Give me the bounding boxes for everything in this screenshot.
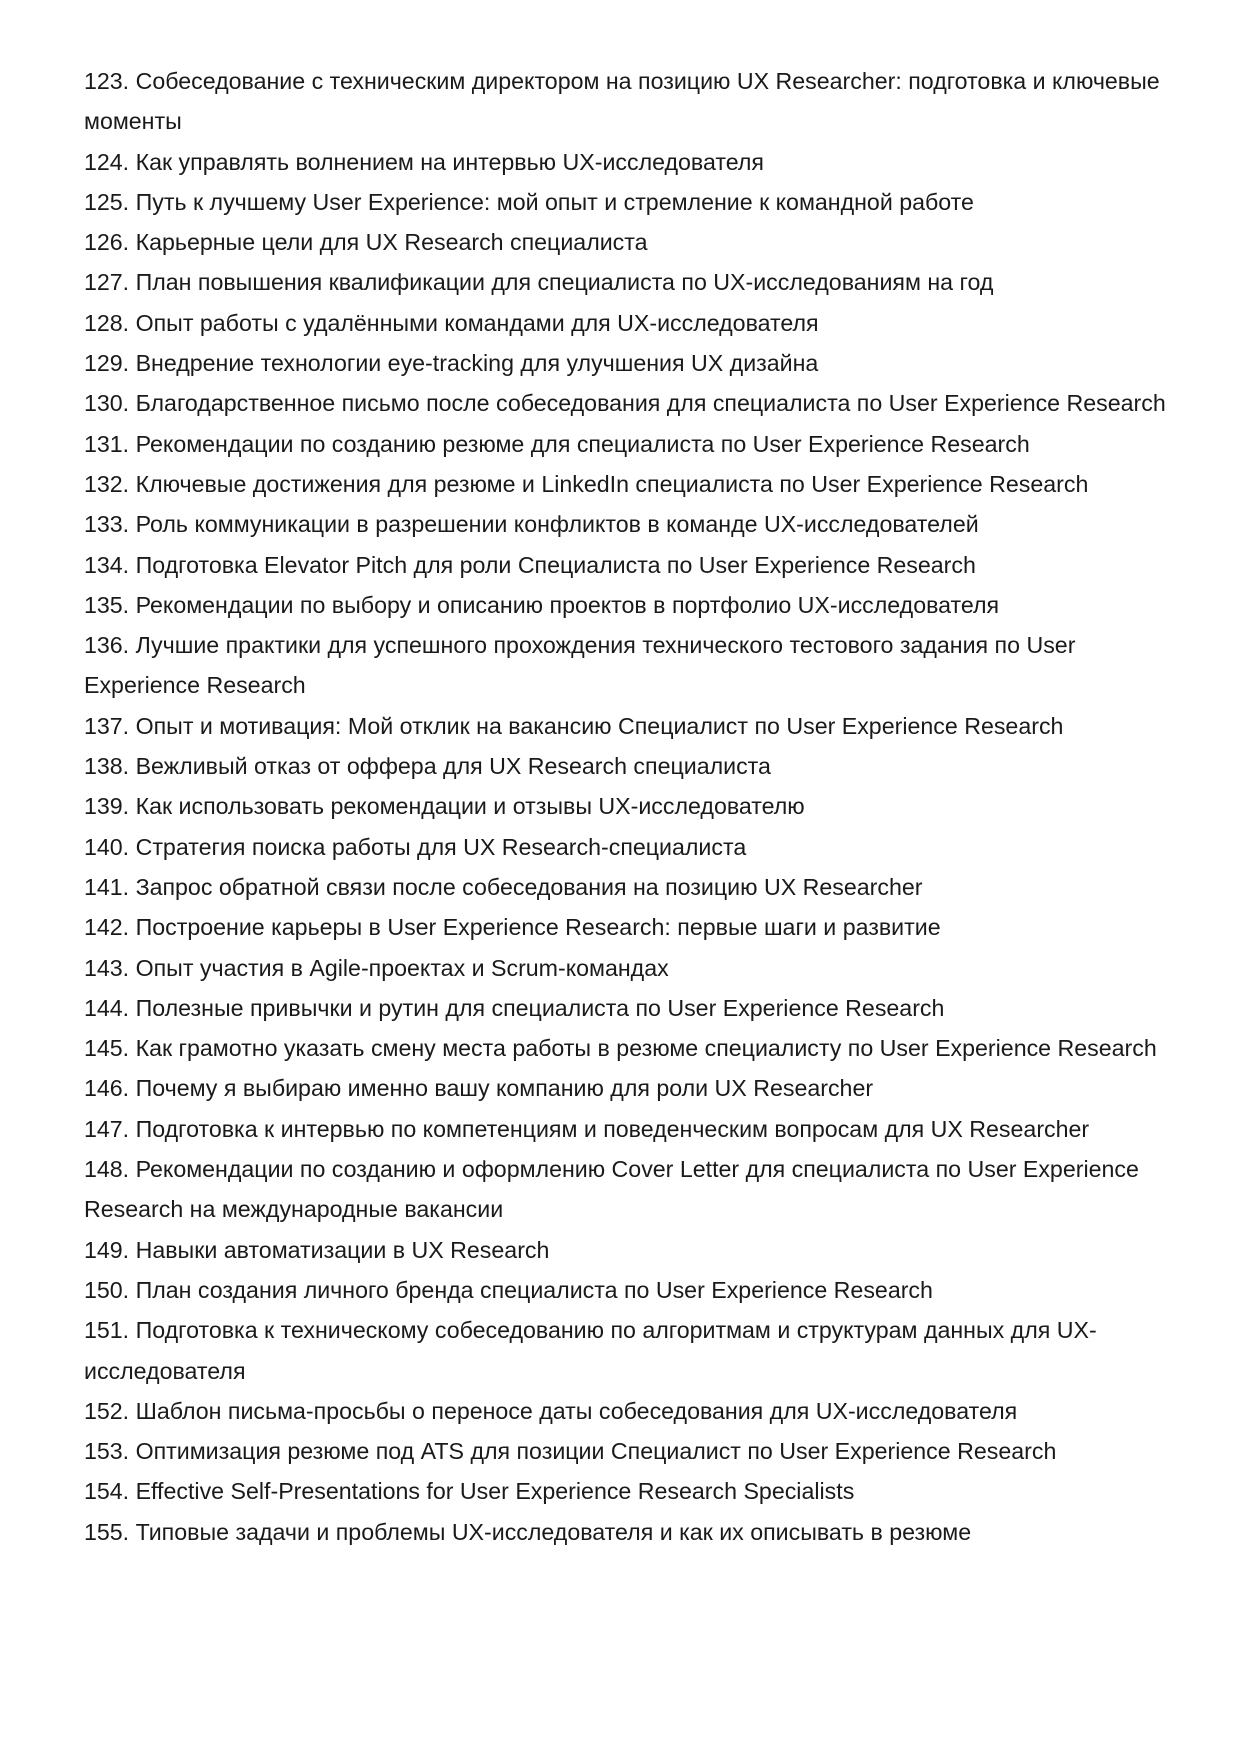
list-item: 147. Подготовка к интервью по компетенциям и поведенческим вопросам для UX Researcher — [84, 1115, 1090, 1142]
list-item: 125. Путь к лучшему User Experience: мой опыт и стремление к командной работе — [84, 188, 974, 215]
list-item: 141. Запрос обратной связи после собеседования на позицию UX Researcher — [84, 873, 923, 900]
list-item: 132. Ключевые достижения для резюме и LinkedIn специалиста по User Experience Research — [84, 470, 1089, 497]
list-item: 136. Лучшие практики для успешного прохождения технического тестового задания по User Experience Research — [84, 632, 1076, 699]
list-item: 150. План создания личного бренда специалиста по User Experience Research — [84, 1276, 933, 1303]
list-item: 135. Рекомендации по выбору и описанию проектов в портфолио UX-исследователя — [84, 591, 1000, 618]
list-item: 143. Опыт участия в Agile-проектах и Scrum-командах — [84, 954, 669, 981]
list-item: 151. Подготовка к техническому собеседованию по алгоритмам и структурам данных для UX-исследователя — [84, 1317, 1097, 1384]
list-item: 133. Роль коммуникации в разрешении конфликтов в команде UX-исследователей — [84, 511, 979, 538]
list-item: 123. Собеседование с техническим директором на позицию UX Researcher: подготовка и ключевые моменты — [84, 68, 1160, 135]
list-item: 155. Типовые задачи и проблемы UX-исследователя и как их описывать в резюме — [84, 1518, 972, 1545]
list-item: 128. Опыт работы с удалёнными командами для UX-исследователя — [84, 309, 819, 336]
list-item: 126. Карьерные цели для UX Research специалиста — [84, 229, 648, 256]
list-item: 134. Подготовка Elevator Pitch для роли Специалиста по User Experience Research — [84, 551, 976, 578]
list-item: 154. Effective Self-Presentations for User Experience Research Specialists — [84, 1478, 855, 1505]
list-item: 146. Почему я выбираю именно вашу компанию для роли UX Researcher — [84, 1075, 874, 1102]
list-item: 137. Опыт и мотивация: Мой отклик на вакансию Специалист по User Experience Research — [84, 712, 1064, 739]
list-item: 145. Как грамотно указать смену места работы в резюме специалисту по User Experience Research — [84, 1035, 1157, 1062]
list-item: 130. Благодарственное письмо после собеседования для специалиста по User Experience Research — [84, 390, 1166, 417]
list-item: 127. План повышения квалификации для специалиста по UX-исследованиям на год — [84, 269, 994, 296]
list-item: 139. Как использовать рекомендации и отзывы UX-исследователю — [84, 793, 805, 820]
list-item: 153. Оптимизация резюме под ATS для позиции Специалист по User Experience Research — [84, 1438, 1057, 1465]
topic-list — [84, 61, 1179, 1552]
list-item: 144. Полезные привычки и рутин для специалиста по User Experience Research — [84, 994, 945, 1021]
list-item: 142. Построение карьеры в User Experience Research: первые шаги и развитие — [84, 914, 941, 941]
list-item: 124. Как управлять волнением на интервью UX-исследователя — [84, 148, 764, 175]
list-item: 152. Шаблон письма-просьбы о переносе даты собеседования для UX-исследователя — [84, 1397, 1018, 1424]
list-item: 129. Внедрение технологии eye-tracking для улучшения UX дизайна — [84, 350, 819, 377]
list-item: 138. Вежливый отказ от оффера для UX Research специалиста — [84, 753, 771, 780]
list-item: 140. Стратегия поиска работы для UX Research-специалиста — [84, 833, 747, 860]
list-item: 149. Навыки автоматизации в UX Research — [84, 1236, 550, 1263]
list-item: 131. Рекомендации по созданию резюме для специалиста по User Experience Research — [84, 430, 1030, 457]
list-item: 148. Рекомендации по созданию и оформлению Cover Letter для специалиста по User Experience Research на международные вакансии — [84, 1156, 1139, 1223]
